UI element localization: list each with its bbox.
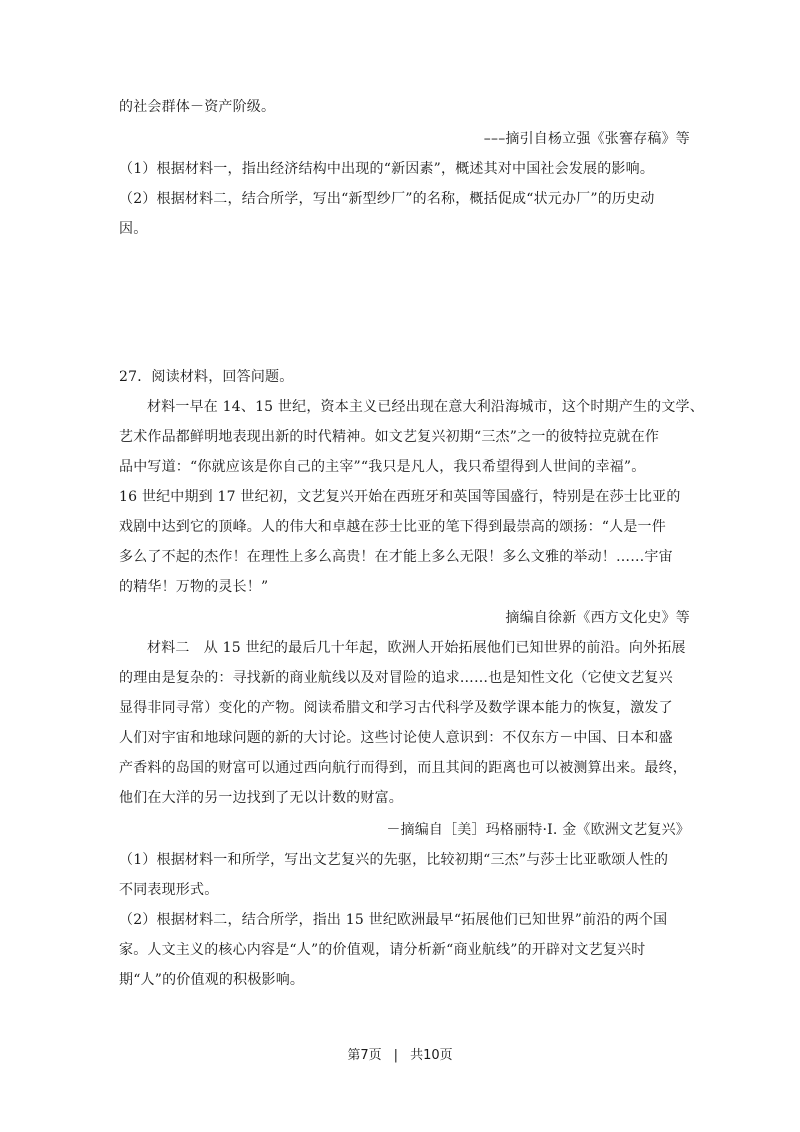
question-1-line: （1）根据材料一和所学，写出文艺复兴的先驱，比较初期“三杰”与莎士比亚歌颂人性的: [119, 852, 669, 868]
material-2-line: 显得非同寻常）变化的产物。阅读希腊文和学习古代科学及数学课本能力的恢复，激发了: [119, 700, 673, 716]
question-2-continuation: 期“人”的价值观的积极影响。: [119, 972, 305, 988]
material-1-line: 的精华！万物的灵长！”: [119, 579, 269, 595]
question-1-line: （1）根据材料一，指出经济结构中出现的“新因素”，概述其对中国社会发展的影响。: [119, 161, 655, 177]
material-1-line: 品中写道：“你就应该是你自己的主宰”“我只是凡人，我只希望得到人世间的幸福”。: [119, 459, 646, 475]
text-line: 的社会群体－资产阶级。: [119, 99, 276, 115]
question-2-continuation: 因。: [119, 221, 148, 237]
question-2-line: （2）根据材料二，结合所学，写出“新型纱厂”的名称，概括促成“状元办厂”的历史动: [119, 191, 655, 207]
material-1-line: 艺术作品都鲜明地表现出新的时代精神。如文艺复兴初期“三杰”之一的彼特拉克就在作: [119, 429, 660, 445]
material-1-line: 多么了不起的杰作！在理性上多么高贵！在才能上多么无限！多么文雅的举动！……宇宙: [119, 549, 673, 565]
citation-line: 摘编自徐新《西方文化史》等: [505, 610, 690, 626]
material-2-line: 他们在大洋的另一边找到了无以计数的财富。: [119, 790, 403, 806]
page-total: 共10页: [410, 1048, 453, 1063]
material-2-paragraph: 材料二 从 15 世纪的最后几十年起，欧洲人开始拓展他们已知世界的前沿。向外拓展: [147, 640, 686, 656]
page-footer: [0, 1047, 800, 1065]
question-1-continuation: 不同表现形式。: [119, 882, 219, 898]
question-2-line: （2）根据材料二，结合所学，指出 15 世纪欧洲最早“拓展他们已知世界”前沿的两个国: [119, 912, 668, 928]
page-number: 第7页: [347, 1048, 382, 1063]
citation-line: －摘编自［美］玛格丽特·I. 金《欧洲文艺复兴》: [386, 822, 690, 838]
material-2-line: 产香料的岛国的财富可以通过西向航行而得到，而且其间的距离也可以被测算出来。最终，: [119, 760, 687, 776]
material-1-line: 16 世纪中期到 17 世纪初，文艺复兴开始在西班牙和英国等国盛行，特别是在莎士比亚的: [119, 489, 681, 505]
footer-separator: |: [393, 1048, 399, 1063]
question-2-line: 家。人文主义的核心内容是“人”的价值观，请分析新“商业航线”的开辟对文艺复兴时: [119, 942, 646, 958]
material-2-line: 人们对宇宙和地球问题的新的大讨论。这些讨论使人意识到：不仅东方－中国、日本和盛: [119, 730, 673, 746]
material-1-paragraph: 材料一早在 14、15 世纪，资本主义已经出现在意大利沿海城市，这个时期产生的文学、: [147, 399, 704, 415]
question-27-heading: 27．阅读材料，回答问题。: [119, 369, 294, 385]
material-1-line: 戏剧中达到它的顶峰。人的伟大和卓越在莎士比亚的笔下得到最崇高的颂扬：“人是一件: [119, 519, 666, 535]
citation-line: –––摘引自杨立强《张謇存稿》等: [483, 131, 690, 147]
material-2-line: 的理由是复杂的：寻找新的商业航线以及对冒险的追求……也是知性文化（它使文艺复兴: [119, 670, 673, 686]
